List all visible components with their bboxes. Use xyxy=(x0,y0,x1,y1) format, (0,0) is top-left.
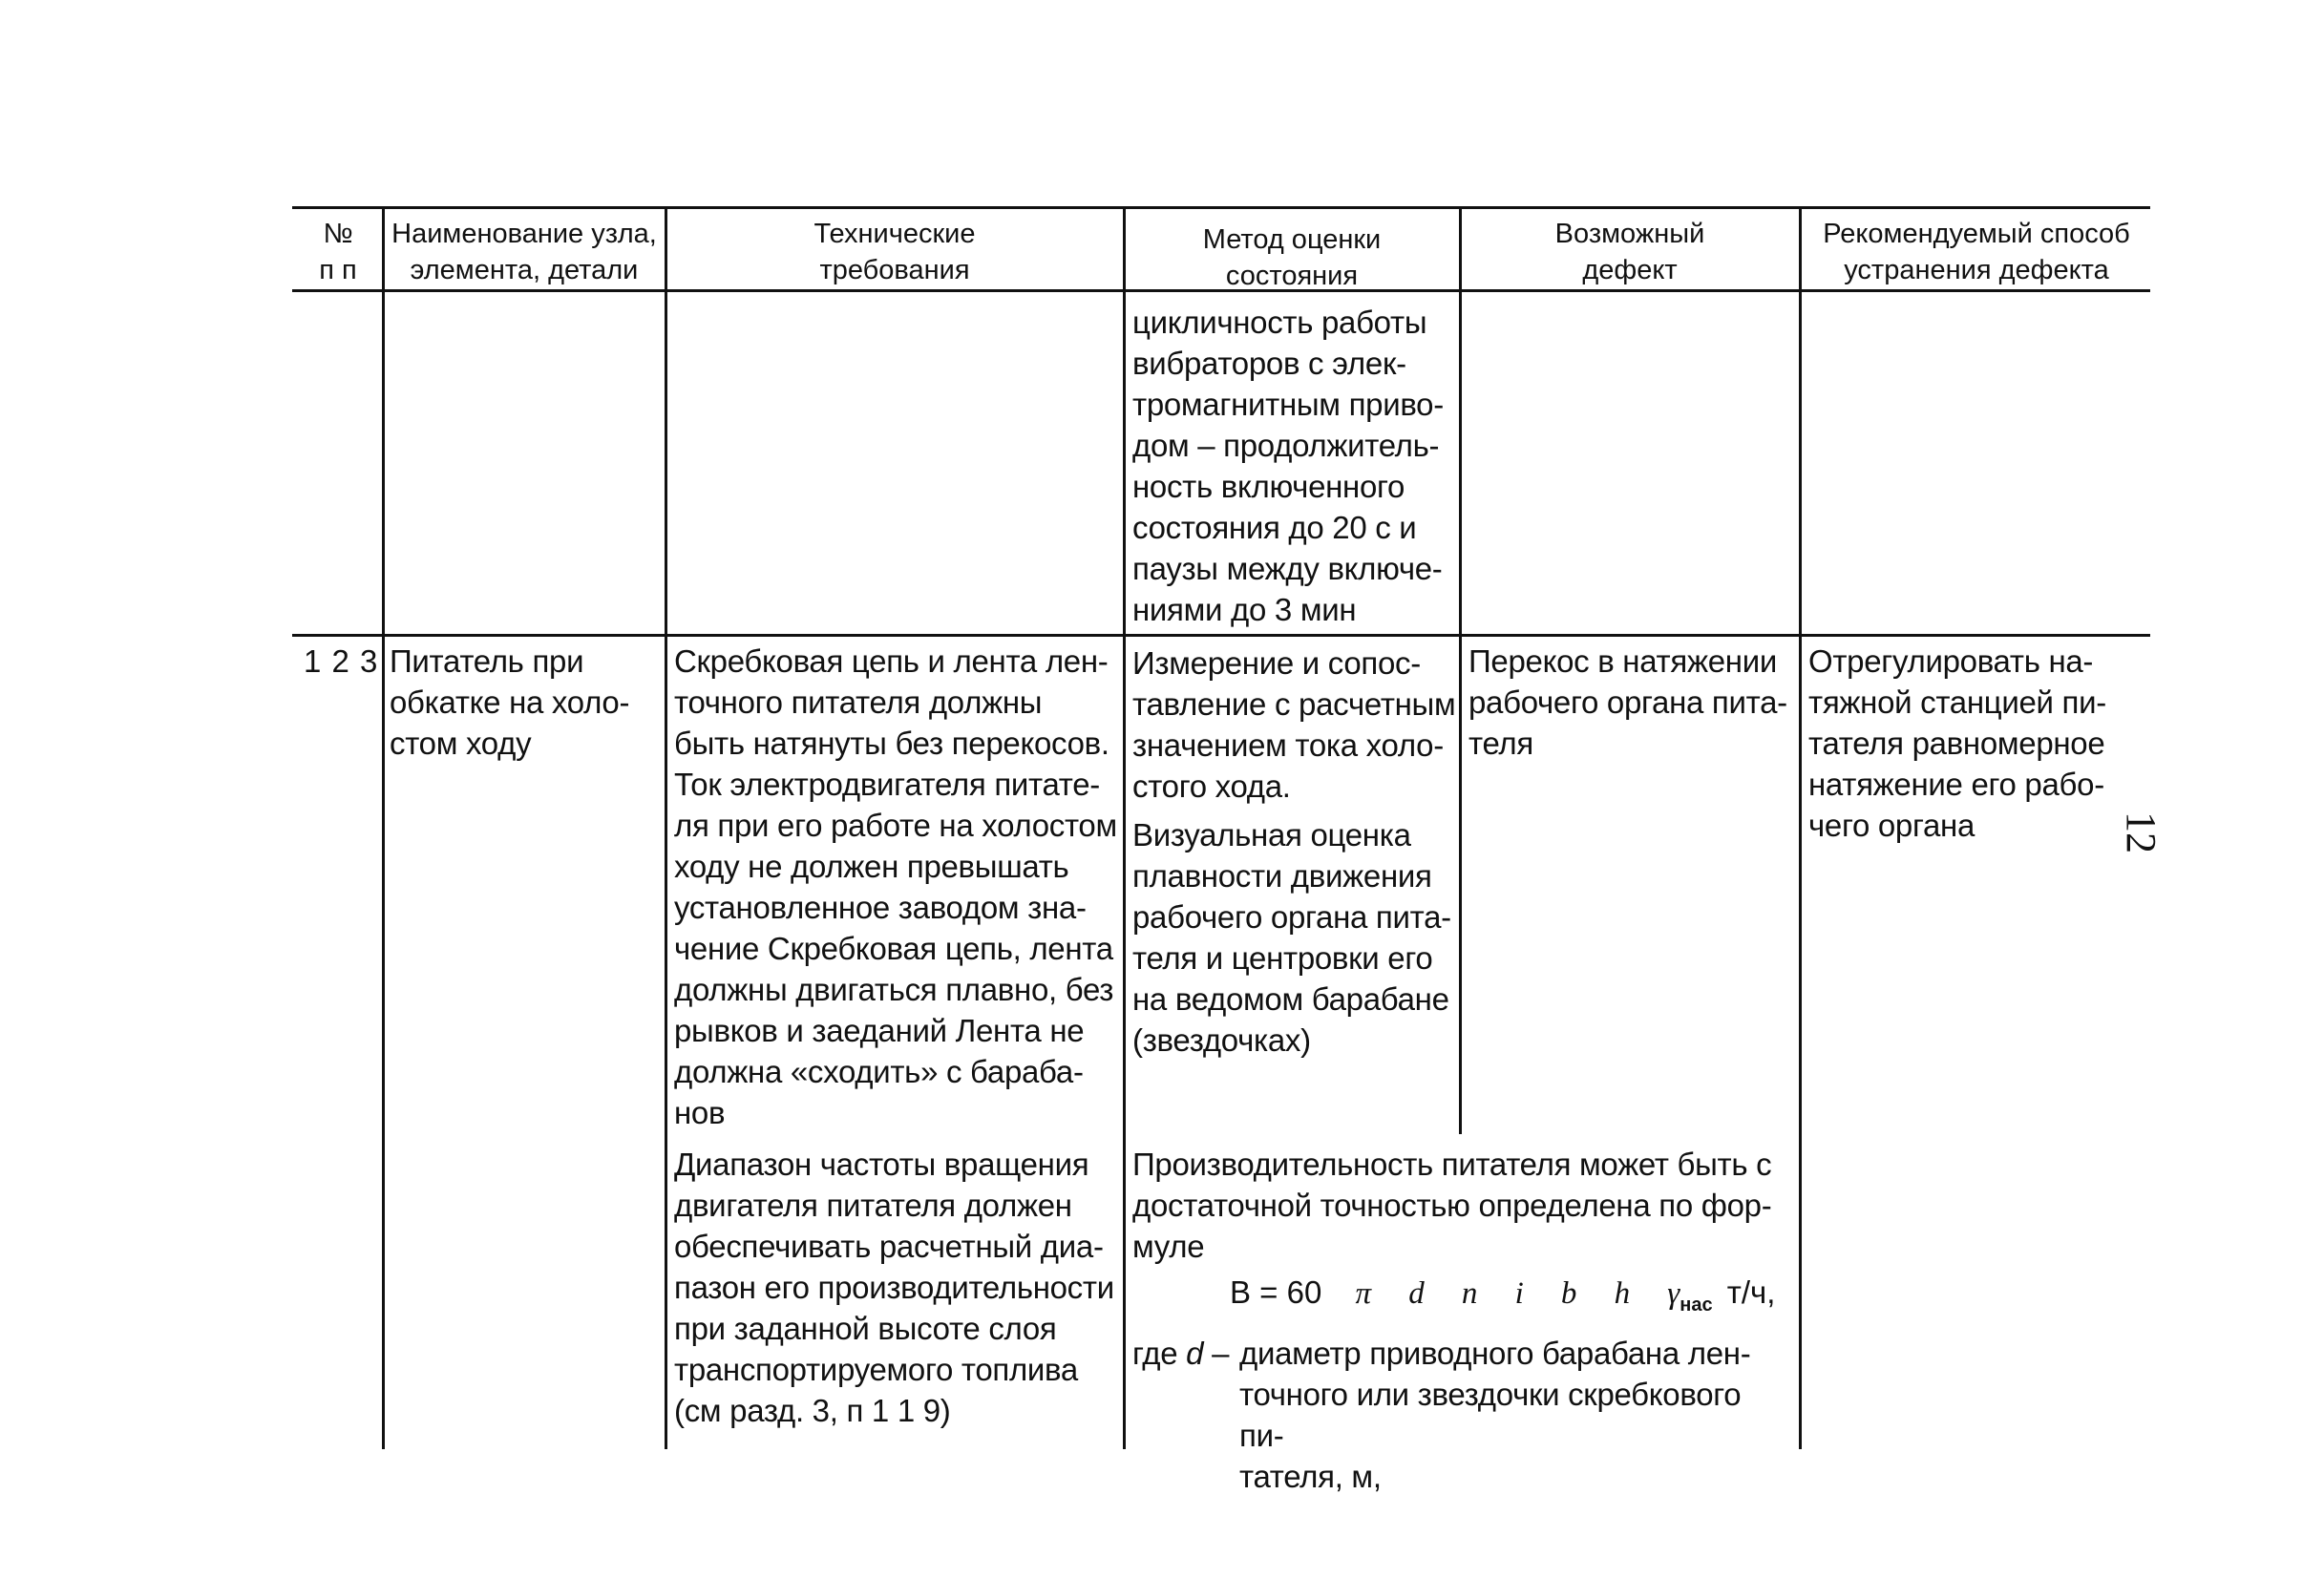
column-rule-1 xyxy=(382,206,385,1449)
row-remedy-text: Отрегулировать на- тяжной станцией пи- тателя равномерное натяжение его рабо- чего органа xyxy=(1808,643,2106,843)
page-number: 12 xyxy=(2118,811,2165,853)
where-variable: d xyxy=(1186,1336,1204,1371)
where-dash: – xyxy=(1212,1336,1230,1371)
row-defect-text: Перекос в натяжении рабочего органа пита- теля xyxy=(1468,643,1787,761)
header-defect: Возможный дефект xyxy=(1554,219,1705,285)
header-remedy: Рекомендуемый способ устранения дефекта xyxy=(1823,219,2130,285)
column-rule-5 xyxy=(1799,206,1802,1449)
formula-h: h xyxy=(1614,1276,1631,1311)
formula-gamma-subscript: нас xyxy=(1680,1295,1713,1316)
row-requirements-range-text: Диапазон частоты вращения двигателя питателя должен обеспечивать расчетный диа- пазон его производительности при заданной высоте слоя транспортируемого топлива (см разд. 3, п 1 1 9) xyxy=(674,1147,1114,1428)
formula-n: n xyxy=(1461,1276,1478,1311)
header-number: № п п xyxy=(319,219,357,285)
where-definition: диаметр приводного барабана лен- точного или звездочки скребкового пи- тателя, м, xyxy=(1239,1336,1751,1494)
continuation-method-text: цикличность работы вибраторов с элек- тромагнитным приво- дом – продолжитель- ность включенного состояния до 20 с и паузы между включе- ниями до 3 мин xyxy=(1132,305,1444,627)
where-word: где xyxy=(1132,1336,1178,1371)
header-requirements: Технические требования xyxy=(813,219,976,285)
formula-pi: π xyxy=(1355,1276,1372,1311)
row-method-visual: Визуальная оценка плавности движения рабочего органа пита- теля и центровки его на ведомом барабане (звездочках) xyxy=(1132,817,1451,1058)
header-name: Наименование узла, элемента, детали xyxy=(391,219,657,285)
formula-unit: т/ч, xyxy=(1726,1274,1776,1310)
row-divider-rule xyxy=(292,634,2150,637)
column-rule-4 xyxy=(1459,206,1462,1134)
row-requirements-text: Скребковая цепь и лента лен- точного питателя должны быть натянуты без перекосов. Ток электродвигателя питате- ля при его работе на холостом ходу не должен превышать установленное заводом зна- чение Скребковая цепь, лента должны двигаться плавно, без рывков и заеданий Лента не должна «сходить» с бараба- нов xyxy=(674,643,1117,1130)
row-method-measurement: Измерение и сопос- тавление с расчетным значением тока холо- стого хода. xyxy=(1132,645,1456,804)
productivity-formula xyxy=(1230,1272,1775,1326)
where-label xyxy=(1132,1333,1229,1374)
formula-d: d xyxy=(1408,1276,1425,1311)
productivity-text: Производительность питателя может быть с достаточной точностью определена по фор- муле xyxy=(1132,1147,1772,1264)
formula-lhs: B = 60 xyxy=(1230,1274,1322,1310)
header-method: Метод оценки состояния xyxy=(1202,224,1382,291)
row-number: 1 2 3 xyxy=(304,643,379,679)
formula-gamma: γ xyxy=(1667,1276,1680,1311)
column-rule-2 xyxy=(665,206,667,1449)
row-element-name: Питатель при обкатке на холо- стом ходу xyxy=(390,643,630,761)
formula-b: b xyxy=(1560,1276,1577,1311)
formula-i: i xyxy=(1514,1276,1524,1311)
table-top-rule xyxy=(292,206,2150,209)
column-rule-3 xyxy=(1123,206,1126,1449)
